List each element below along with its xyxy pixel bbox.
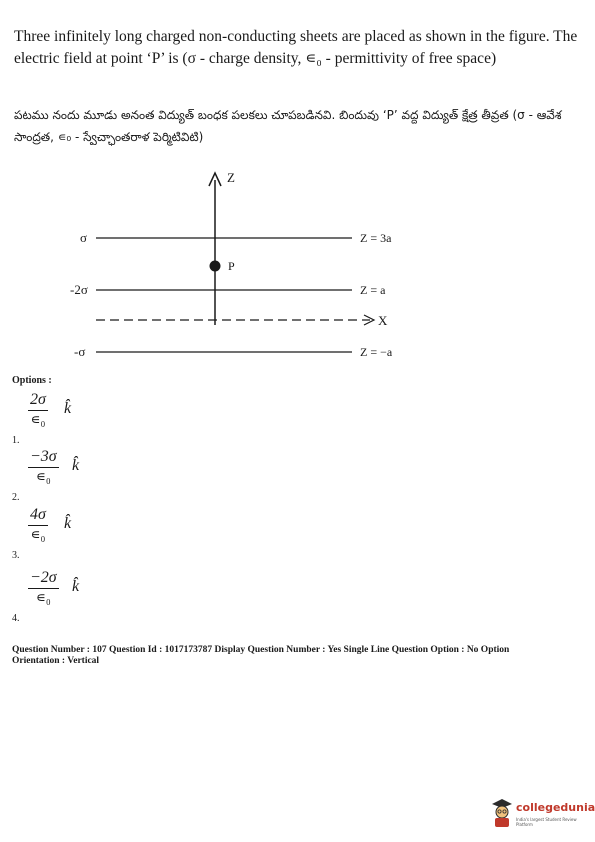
option-1-numerator: 2σ [28, 390, 48, 411]
question-meta-footer [12, 645, 587, 667]
option-2-numerator: −3σ [28, 447, 59, 468]
option-3-denominator: ∊₀ [30, 528, 46, 543]
question-text-telugu: పటము నందు మూడు అనంత విద్యుత్ బంధక పలకలు చూపబడినవి. బిందువు ‘P’ వద్ద విద్యుత్ క్షేత్ర తీవ్రత (σ - ఆవేశ సాంద్రత, ∊₀ - స్వేచ్ఛాంతరాళ పెర్మిటివిటి) [14, 108, 562, 144]
option-3-numerator: 4σ [28, 505, 48, 526]
option-4-denominator: ∊₀ [35, 591, 51, 606]
option-4[interactable] [12, 568, 132, 624]
sheet-1-charge: σ [80, 230, 88, 245]
question-text-english: Three infinitely long charged non-conducting sheets are placed as shown in the figure. The electric field at point ‘P’ is (σ - charge density, ∊₀ - permittivity of free space) [14, 28, 578, 67]
x-axis-label: X [378, 313, 388, 328]
question-meta-line-2: Orientation : Vertical [12, 656, 100, 666]
options-label: Options : [12, 375, 52, 386]
option-3-unit-vector: k̂ [64, 515, 72, 532]
point-p-marker [210, 261, 221, 272]
z-axis-label: Z [227, 170, 235, 185]
option-1-number: 1. [12, 435, 20, 446]
student-mascot-icon [490, 797, 514, 829]
option-2[interactable] [12, 447, 132, 503]
option-1-denominator: ∊₀ [30, 413, 46, 428]
brand-name: collegedunia [516, 801, 595, 814]
option-4-number: 4. [12, 613, 20, 624]
option-3[interactable] [12, 505, 132, 561]
question-meta-line-1: Question Number : 107 Question Id : 1017173787 Display Question Number : Yes Single Line Question Option : No Option [12, 645, 510, 655]
option-2-fraction [28, 447, 59, 488]
option-2-denominator: ∊₀ [35, 470, 51, 485]
charged-sheets-figure [0, 160, 595, 370]
point-p-label: P [228, 259, 235, 273]
option-2-unit-vector: k̂ [72, 457, 80, 474]
sheet-1-position: Z = 3a [360, 231, 392, 245]
option-3-number: 3. [12, 550, 20, 561]
sheet-3-position: Z = −a [360, 345, 393, 359]
sheet-3-charge: -σ [74, 344, 86, 359]
option-4-unit-vector: k̂ [72, 578, 80, 595]
brand-tagline: India's largest Student Review Platform [516, 817, 577, 827]
option-2-number: 2. [12, 492, 20, 503]
option-4-fraction [28, 568, 59, 609]
option-4-numerator: −2σ [28, 568, 59, 589]
option-1[interactable] [12, 390, 132, 446]
option-1-fraction [28, 390, 48, 431]
option-3-fraction [28, 505, 48, 546]
option-1-unit-vector: k̂ [64, 400, 72, 417]
sheet-2-position: Z = a [360, 283, 386, 297]
sheet-2-charge: -2σ [70, 282, 88, 297]
collegedunia-logo [490, 795, 595, 835]
